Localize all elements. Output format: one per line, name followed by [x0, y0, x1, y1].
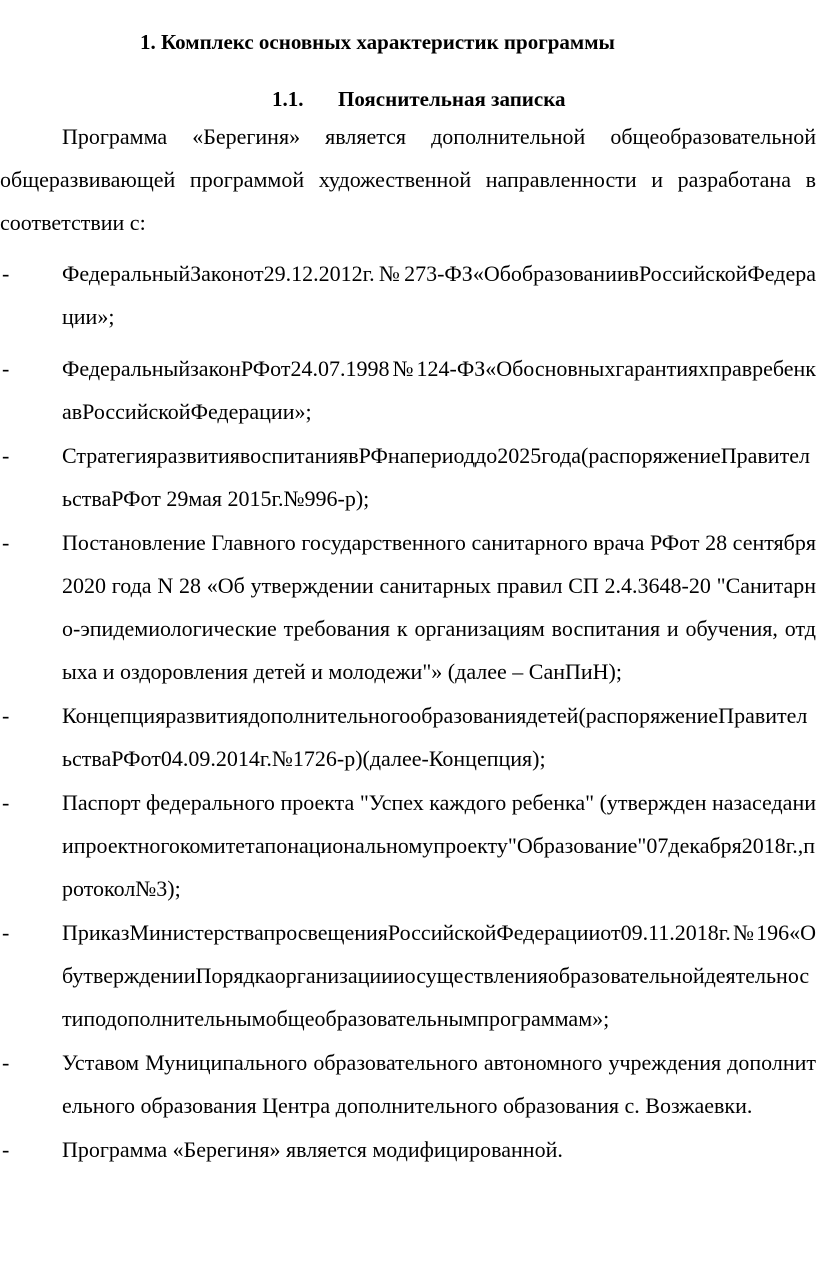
- list-item: [0, 1128, 816, 1171]
- list-item: [0, 694, 816, 780]
- list-dash: -: [2, 356, 10, 381]
- list-dash: -: [2, 443, 10, 468]
- list-item-text: Уставом Муниципального образовательного автономного учреждения дополнительного образования Центра дополнительного образования с. Возжаевки.: [62, 1050, 816, 1118]
- list-item-text: ФедеральныйзаконРФот24.07.1998№124-ФЗ«ОбосновныхгарантияхправребенкавРоссийскойФедерации»;: [62, 356, 816, 424]
- list-dash: -: [2, 530, 10, 555]
- list-dash: -: [2, 261, 10, 286]
- list-item-text: Постановление Главного государственного санитарного врача РФот 28 сентября 2020 года N 28 «Об утверждении санитарных правил СП 2.4.3648-20 "Санитарно-эпидемиологические требования к организациям воспитания и обучения, отдыха и оздоровления детей и молодежи"» (далее – СанПиН);: [62, 530, 816, 684]
- list-item: [0, 252, 816, 338]
- subsection-number: 1.1.: [272, 87, 304, 111]
- subsection-heading: [272, 87, 566, 112]
- list-dash: -: [2, 703, 10, 728]
- list-item: [0, 521, 816, 693]
- legal-basis-list: [0, 252, 816, 1172]
- intro-paragraph: Программа «Берегиня» является дополнительной общеобразовательной общеразвивающей программой художественной направленности и разработана в соответствии с:: [0, 124, 816, 235]
- list-item: [0, 911, 816, 1040]
- list-dash: -: [2, 920, 10, 945]
- list-item-text: ФедеральныйЗаконот29.12.2012г.№273-ФЗ«ОбобразованиивРоссийскойФедерации»;: [62, 261, 816, 329]
- list-item: [0, 347, 816, 433]
- list-dash: -: [2, 790, 10, 815]
- list-item: [0, 1041, 816, 1127]
- list-dash: -: [2, 1137, 10, 1162]
- list-item: [0, 781, 816, 910]
- section-heading: 1. Комплекс основных характеристик программы: [140, 30, 615, 54]
- list-item: [0, 434, 816, 520]
- list-item-text: Концепцияразвитиядополнительногообразованиядетей(распоряжениеПравительстваРФот04.09.2014г.№1726-р)(далее-Концепция);: [62, 703, 808, 771]
- list-item-text: Паспорт федерального проекта "Успех каждого ребенка" (утвержден назаседаниипроектногокомитетапонациональномупроекту"Образование"07декабря2018г.,протокол№3);: [62, 790, 816, 901]
- subsection-title: Пояснительная записка: [338, 87, 566, 111]
- list-dash: -: [2, 1050, 10, 1075]
- list-item-text: ПриказМинистерствапросвещенияРоссийскойФедерацииот09.11.2018г.№196«ОбутвержденииПорядкаорганизациииосуществленияобразовательнойдеятельностиподополнительнымобщеобразовательнымпрограммам»;: [62, 920, 816, 1031]
- list-item-text: Программа «Берегиня» является модифицированной.: [62, 1137, 563, 1162]
- list-item-text: СтратегияразвитиявоспитаниявРФнапериоддо2025года(распоряжениеПравительстваРФот 29мая 2015г.№996-р);: [62, 443, 810, 511]
